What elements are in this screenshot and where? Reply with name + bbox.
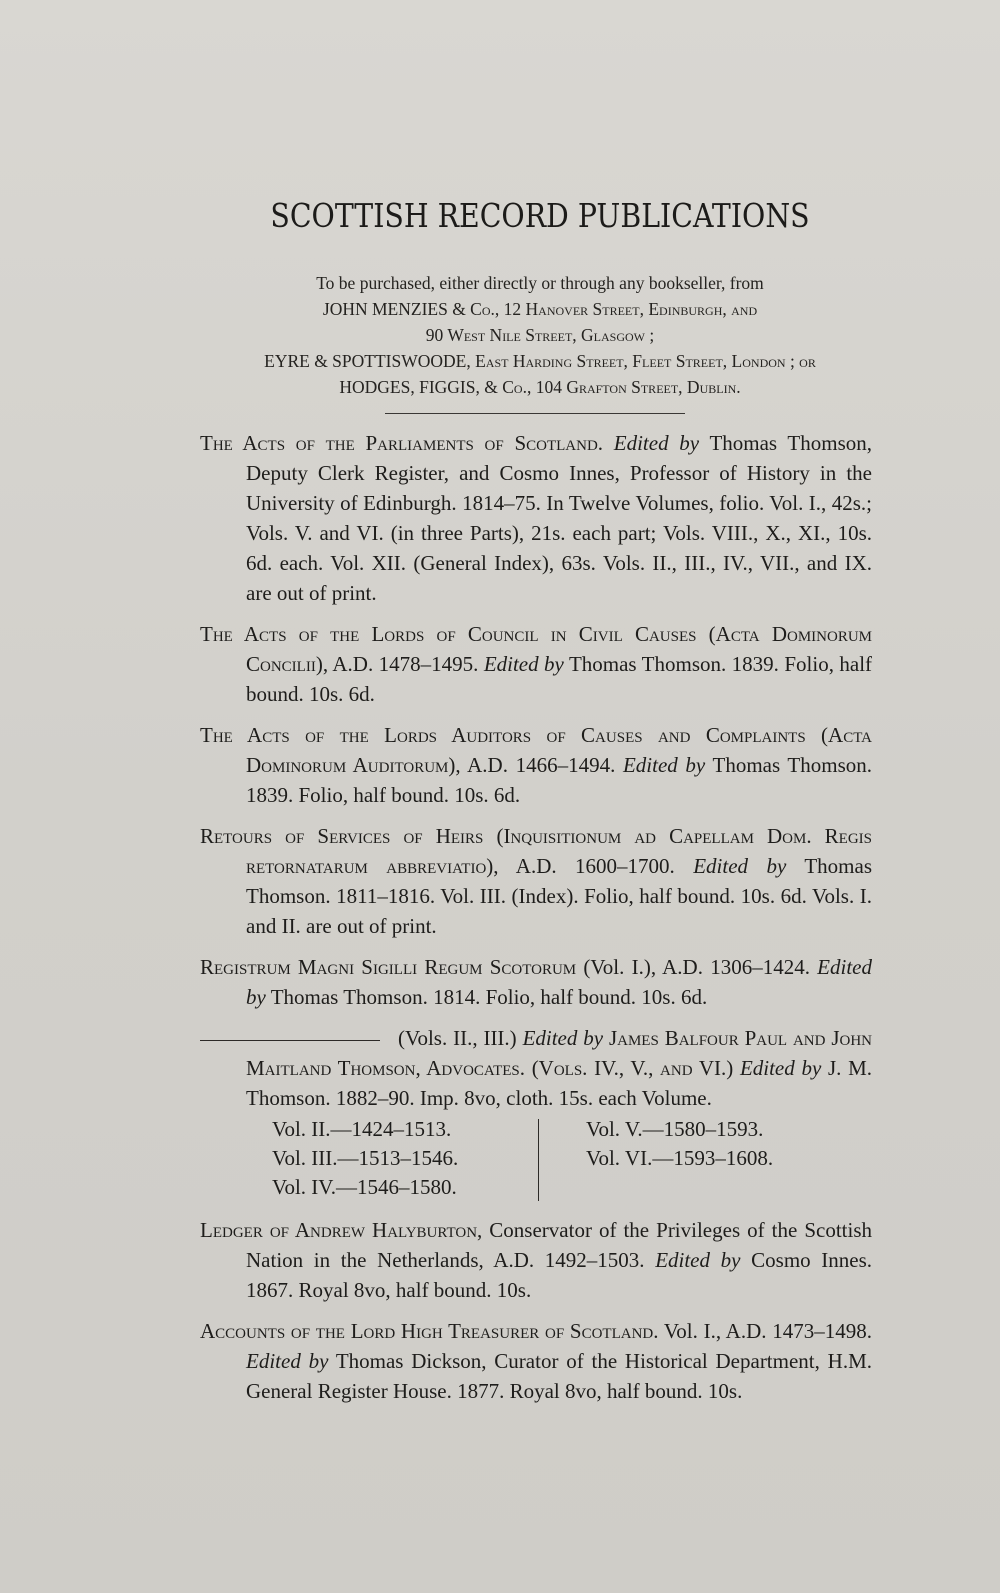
entry-edited-by: Edited by xyxy=(246,955,872,1009)
continuation-text-2: J. M. Thomson. 1882–90. Imp. 8vo, cloth. 15s. each Volume. xyxy=(246,1056,872,1110)
entry-acts-lords-auditors xyxy=(200,720,872,810)
volumes-table xyxy=(246,1115,872,1207)
volume-line: Vol. V.—1580–1593. xyxy=(586,1117,764,1141)
entry-date: A.D. 1478–1495. xyxy=(332,652,479,676)
entry-text: Thomas Thomson. 1839. Folio, half bound. 10s. 6d. xyxy=(246,753,873,807)
publisher-menzies: JOHN MENZIES & Co., 12 Hanover Street, Edinburgh, and xyxy=(322,299,758,319)
volume-line: Vol. III.—1513–1546. xyxy=(272,1146,459,1170)
entry-date: A.D. 1600–1700. xyxy=(515,854,675,878)
volume-line: Vol. IV.—1546–1580. xyxy=(272,1175,457,1199)
entry-text: Thomas Dickson, Curator of the Historical Department, H.M. General Register House. 1877. Royal 8vo, half bound. 10s. xyxy=(246,1349,873,1403)
entry-date: A.D. 1466–1494. xyxy=(467,753,616,777)
entry-heading: Ledger of Andrew Halyburton, xyxy=(200,1218,483,1242)
entry-edited-by: Edited by xyxy=(522,1026,604,1050)
publisher-intro: To be purchased, either directly or through any bookseller, from xyxy=(316,273,764,293)
volumes-divider xyxy=(538,1119,539,1201)
entry-text: Thomas Thomson. 1814. Folio, half bound. 10s. 6d. xyxy=(270,985,708,1009)
entry-text: Thomas Thomson. 1811–1816. Vol. III. (Index). Folio, half bound. 10s. 6d. Vols. I. and II. are out of print. xyxy=(246,854,872,938)
volumes-left-column xyxy=(272,1115,532,1202)
entry-acts-parliaments xyxy=(200,428,872,608)
volume-line: Vol. VI.—1593–1608. xyxy=(586,1146,774,1170)
entry-heading: Registrum Magni Sigilli Regum Scotorum xyxy=(200,955,577,979)
volumes-right-column xyxy=(586,1115,866,1173)
entry-edited-by: Edited by xyxy=(693,854,787,878)
entry-text: Thomas Thomson, Deputy Clerk Register, and Cosmo Innes, Professor of History in the University of Edinburgh. 1814–75. In Twelve Volumes, folio. Vol. I., 42s.; Vols. V. and VI. (in three Parts), 21s. each part; Vols. VIII., X., XI., 10s. 6d. each. Vol. XII. (General Index), 63s. Vols. II., III., IV., VII., and IX. are out of print. xyxy=(246,431,873,605)
entry-registrum-continuation xyxy=(200,1023,872,1113)
entry-acts-lords-council xyxy=(200,619,872,709)
entry-ledger-halyburton xyxy=(200,1215,872,1305)
entry-heading: The Acts of the Lords of Council in Civil Causes (Acta Dominorum Concilii), xyxy=(200,622,872,676)
entry-heading: The Acts of the Parliaments of Scotland. xyxy=(200,431,604,455)
divider-rule xyxy=(385,413,685,414)
entry-heading: Accounts of the Lord High Treasurer of Scotland. xyxy=(200,1319,659,1343)
entry-edited-by: Edited by xyxy=(655,1248,741,1272)
entry-registrum xyxy=(200,952,872,1012)
entry-date: (Vol. I.), A.D. 1306–1424. xyxy=(583,955,810,979)
publisher-eyre: EYRE & SPOTTISWOODE, East Harding Street, Fleet Street, London ; or xyxy=(264,351,816,371)
publisher-menzies-glasgow: 90 West Nile Street, Glasgow ; xyxy=(425,325,655,345)
continuation-text: James Balfour Paul and John Maitland Thomson, Advocates. (Vols. IV., V., and VI.) xyxy=(246,1026,873,1080)
entry-edited-by-2: Edited by xyxy=(739,1056,822,1080)
entry-retours xyxy=(200,821,872,941)
entry-text: Cosmo Innes. 1867. Royal 8vo, half bound. 10s. xyxy=(246,1248,873,1302)
page-title: SCOTTISH RECORD PUBLICATIONS xyxy=(270,196,810,235)
entry-edited-by: Edited by xyxy=(483,652,564,676)
entry-accounts-treasurer xyxy=(200,1316,872,1406)
entry-heading: The Acts of the Lords Auditors of Causes and Complaints (Acta Dominorum Auditorum), xyxy=(200,723,872,777)
publishers-block xyxy=(190,270,890,400)
publisher-hodges: HODGES, FIGGIS, & Co., 104 Grafton Street, Dublin. xyxy=(339,377,741,397)
entry-text: Thomas Thomson. 1839. Folio, half bound. 10s. 6d. xyxy=(246,652,873,706)
entry-date: Vol. I., A.D. 1473–1498. xyxy=(663,1319,872,1343)
entry-heading: Retours of Services of Heirs (Inquisitionum ad Capellam Dom. Regis retornatarum abbreviatio), xyxy=(200,824,872,878)
entry-date: Conservator of the Privileges of the Scottish Nation in the Netherlands, A.D. 1492–1503. xyxy=(246,1218,872,1272)
volume-line: Vol. II.—1424–1513. xyxy=(272,1117,452,1141)
entry-edited-by: Edited by xyxy=(613,431,700,455)
ditto-dash xyxy=(200,1040,380,1041)
continuation-volumes: (Vols. II., III.) xyxy=(398,1026,517,1050)
entry-edited-by: Edited by xyxy=(622,753,706,777)
entry-edited-by: Edited by xyxy=(246,1349,329,1373)
entries-list xyxy=(200,428,872,1417)
